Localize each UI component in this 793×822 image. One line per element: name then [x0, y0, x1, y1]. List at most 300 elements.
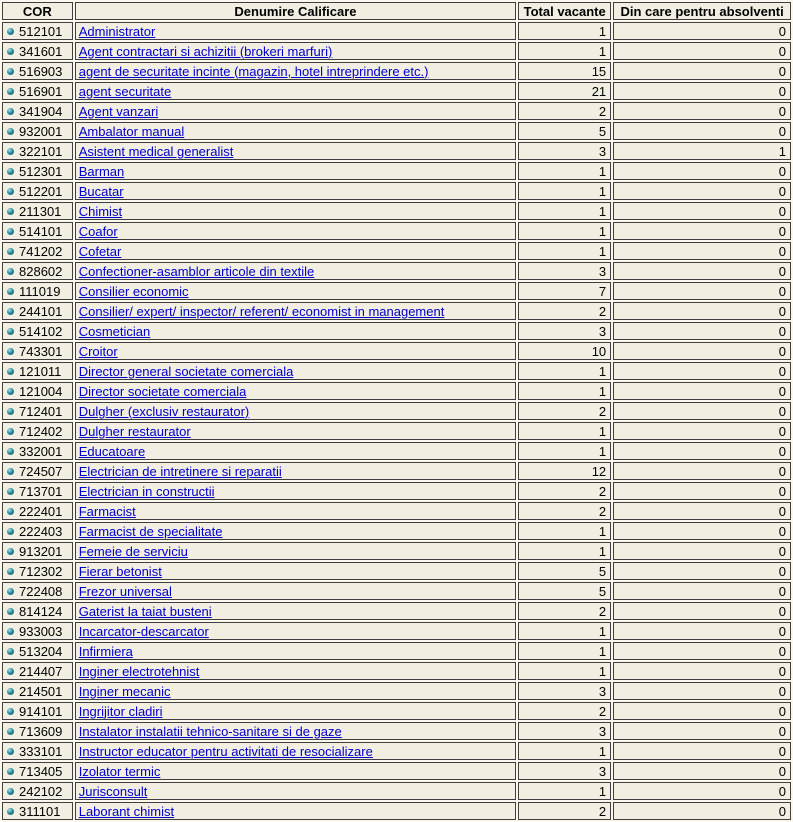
bullet-sphere-icon: [7, 68, 14, 75]
graduate-vacancies-value: 0: [613, 42, 791, 60]
bullet-sphere-icon: [7, 368, 14, 375]
cor-code: 222401: [19, 503, 63, 519]
total-vacancies-value: 1: [518, 662, 611, 680]
cor-cell: [2, 742, 73, 760]
cor-code: 311101: [19, 803, 61, 819]
cor-code: 214407: [19, 663, 63, 679]
qualification-link[interactable]: Laborant chimist: [78, 803, 175, 819]
table-row: [2, 762, 791, 780]
table-row: [2, 142, 791, 160]
graduate-vacancies-value: 0: [613, 382, 791, 400]
cor-cell: [2, 502, 73, 520]
qualification-link[interactable]: Instructor educator pentru activitati de resocializare: [78, 743, 373, 759]
cor-code: 242102: [19, 783, 63, 799]
qualification-link[interactable]: Ambalator manual: [78, 123, 185, 139]
bullet-sphere-icon: [7, 428, 14, 435]
qualification-link[interactable]: Confectioner-asamblor articole din textile: [78, 263, 315, 279]
bullet-sphere-icon: [7, 768, 14, 775]
table-row: [2, 242, 791, 260]
bullet-sphere-icon: [7, 608, 14, 615]
qualification-link[interactable]: Barman: [78, 163, 125, 179]
cor-cell: [2, 602, 73, 620]
bullet-sphere-icon: [7, 348, 14, 355]
total-vacancies-value: 3: [518, 682, 611, 700]
cor-code: 244101: [19, 303, 63, 319]
cor-code: 516901: [19, 83, 63, 99]
qualification-cell: [75, 322, 517, 340]
total-vacancies-value: 1: [518, 542, 611, 560]
total-vacancies-value: 3: [518, 322, 611, 340]
qualification-link[interactable]: Croitor: [78, 343, 118, 359]
cor-code: 713405: [19, 763, 63, 779]
graduate-vacancies-value: 0: [613, 462, 791, 480]
qualification-cell: [75, 802, 517, 820]
bullet-sphere-icon: [7, 688, 14, 695]
total-vacancies-value: 5: [518, 122, 611, 140]
qualification-cell: [75, 22, 517, 40]
bullet-sphere-icon: [7, 748, 14, 755]
cor-code: 516903: [19, 63, 63, 79]
table-row: [2, 562, 791, 580]
qualification-cell: [75, 522, 517, 540]
graduate-vacancies-value: 0: [613, 802, 791, 820]
bullet-sphere-icon: [7, 628, 14, 635]
qualification-cell: [75, 222, 517, 240]
table-row: [2, 102, 791, 120]
qualification-link[interactable]: agent securitate: [78, 83, 172, 99]
table-row: [2, 682, 791, 700]
qualification-link[interactable]: Jurisconsult: [78, 783, 148, 799]
graduate-vacancies-value: 0: [613, 442, 791, 460]
graduate-vacancies-value: 0: [613, 62, 791, 80]
total-vacancies-value: 5: [518, 582, 611, 600]
graduate-vacancies-value: 1: [613, 142, 791, 160]
qualification-link[interactable]: Ingrijitor cladiri: [78, 703, 163, 719]
cor-code: 121004: [19, 383, 63, 399]
total-vacancies-value: 2: [518, 502, 611, 520]
cor-cell: [2, 262, 73, 280]
graduate-vacancies-value: 0: [613, 782, 791, 800]
total-vacancies-value: 1: [518, 742, 611, 760]
cor-cell: [2, 222, 73, 240]
table-row: [2, 782, 791, 800]
cor-cell: [2, 782, 73, 800]
bullet-sphere-icon: [7, 388, 14, 395]
cor-code: 712402: [19, 423, 63, 439]
graduate-vacancies-value: 0: [613, 662, 791, 680]
cor-cell: [2, 122, 73, 140]
cor-cell: [2, 242, 73, 260]
qualification-link[interactable]: Gaterist la taiat busteni: [78, 603, 212, 619]
cor-code: 713701: [19, 483, 63, 499]
total-vacancies-value: 1: [518, 522, 611, 540]
table-row: [2, 382, 791, 400]
cor-code: 512101: [19, 23, 63, 39]
qualification-link[interactable]: Consilier economic: [78, 283, 189, 299]
cor-code: 512201: [19, 183, 63, 199]
cor-cell: [2, 462, 73, 480]
header-row: [2, 2, 791, 20]
qualification-link[interactable]: Cofetar: [78, 243, 122, 259]
cor-code: 333101: [19, 743, 63, 759]
bullet-sphere-icon: [7, 308, 14, 315]
graduate-vacancies-value: 0: [613, 642, 791, 660]
graduate-vacancies-value: 0: [613, 482, 791, 500]
graduate-vacancies-value: 0: [613, 702, 791, 720]
qualification-cell: [75, 302, 517, 320]
qualification-cell: [75, 482, 517, 500]
table-row: [2, 642, 791, 660]
qualification-cell: [75, 122, 517, 140]
total-vacancies-value: 2: [518, 602, 611, 620]
qualification-link[interactable]: Incarcator-descarcator: [78, 623, 209, 639]
qualification-cell: [75, 42, 517, 60]
qualification-link[interactable]: Electrician de intretinere si reparatii: [78, 463, 282, 479]
cor-cell: [2, 802, 73, 820]
cor-code: 814124: [19, 603, 63, 619]
qualification-cell: [75, 722, 517, 740]
table-row: [2, 202, 791, 220]
qualification-cell: [75, 82, 517, 100]
graduate-vacancies-value: 0: [613, 242, 791, 260]
column-header-total-vacancies: Total vacante: [518, 2, 611, 20]
qualification-cell: [75, 382, 517, 400]
qualification-cell: [75, 662, 517, 680]
bullet-sphere-icon: [7, 668, 14, 675]
bullet-sphere-icon: [7, 328, 14, 335]
total-vacancies-value: 1: [518, 442, 611, 460]
cor-cell: [2, 402, 73, 420]
bullet-sphere-icon: [7, 88, 14, 95]
cor-cell: [2, 722, 73, 740]
total-vacancies-value: 1: [518, 42, 611, 60]
graduate-vacancies-value: 0: [613, 342, 791, 360]
cor-cell: [2, 482, 73, 500]
qualification-link[interactable]: Bucatar: [78, 183, 124, 199]
cor-cell: [2, 562, 73, 580]
bullet-sphere-icon: [7, 528, 14, 535]
qualification-link[interactable]: agent de securitate incinte (magazin, hotel intreprindere etc.): [78, 63, 429, 79]
table-row: [2, 402, 791, 420]
graduate-vacancies-value: 0: [613, 302, 791, 320]
cor-code: 341904: [19, 103, 63, 119]
column-header-graduate-vacancies: Din care pentru absolventi: [613, 2, 791, 20]
bullet-sphere-icon: [7, 268, 14, 275]
total-vacancies-value: 2: [518, 702, 611, 720]
bullet-sphere-icon: [7, 228, 14, 235]
table-row: [2, 522, 791, 540]
table-row: [2, 362, 791, 380]
cor-cell: [2, 382, 73, 400]
total-vacancies-value: 1: [518, 22, 611, 40]
table-row: [2, 222, 791, 240]
total-vacancies-value: 1: [518, 202, 611, 220]
cor-code: 713609: [19, 723, 63, 739]
cor-code: 914101: [19, 703, 63, 719]
cor-code: 932001: [19, 123, 63, 139]
qualification-cell: [75, 742, 517, 760]
graduate-vacancies-value: 0: [613, 22, 791, 40]
qualification-link[interactable]: Electrician in constructii: [78, 483, 215, 499]
qualification-cell: [75, 282, 517, 300]
table-row: [2, 742, 791, 760]
cor-code: 913201: [19, 543, 63, 559]
total-vacancies-value: 1: [518, 382, 611, 400]
total-vacancies-value: 7: [518, 282, 611, 300]
qualification-link[interactable]: Director general societate comerciala: [78, 363, 294, 379]
qualification-link[interactable]: Instalator instalatii tehnico-sanitare si de gaze: [78, 723, 342, 739]
graduate-vacancies-value: 0: [613, 102, 791, 120]
bullet-sphere-icon: [7, 208, 14, 215]
bullet-sphere-icon: [7, 788, 14, 795]
table-row: [2, 622, 791, 640]
table-row: [2, 602, 791, 620]
table-row: [2, 422, 791, 440]
bullet-sphere-icon: [7, 188, 14, 195]
table-row: [2, 22, 791, 40]
qualification-cell: [75, 202, 517, 220]
graduate-vacancies-value: 0: [613, 422, 791, 440]
qualification-cell: [75, 422, 517, 440]
table-body: [2, 22, 791, 820]
bullet-sphere-icon: [7, 808, 14, 815]
bullet-sphere-icon: [7, 548, 14, 555]
cor-code: 712401: [19, 403, 63, 419]
qualification-link[interactable]: Educatoare: [78, 443, 146, 459]
total-vacancies-value: 1: [518, 162, 611, 180]
total-vacancies-value: 1: [518, 642, 611, 660]
qualification-cell: [75, 602, 517, 620]
graduate-vacancies-value: 0: [613, 82, 791, 100]
table-row: [2, 662, 791, 680]
qualification-cell: [75, 682, 517, 700]
bullet-sphere-icon: [7, 168, 14, 175]
total-vacancies-value: 10: [518, 342, 611, 360]
qualification-cell: [75, 502, 517, 520]
graduate-vacancies-value: 0: [613, 322, 791, 340]
total-vacancies-value: 3: [518, 142, 611, 160]
qualification-cell: [75, 262, 517, 280]
total-vacancies-value: 2: [518, 302, 611, 320]
qualification-link[interactable]: Izolator termic: [78, 763, 161, 779]
table-row: [2, 342, 791, 360]
table-row: [2, 322, 791, 340]
bullet-sphere-icon: [7, 508, 14, 515]
table-row: [2, 302, 791, 320]
total-vacancies-value: 3: [518, 762, 611, 780]
graduate-vacancies-value: 0: [613, 202, 791, 220]
cor-code: 741202: [19, 243, 63, 259]
qualification-cell: [75, 702, 517, 720]
cor-code: 341601: [19, 43, 63, 59]
total-vacancies-value: 3: [518, 722, 611, 740]
total-vacancies-value: 2: [518, 482, 611, 500]
graduate-vacancies-value: 0: [613, 542, 791, 560]
table-row: [2, 282, 791, 300]
bullet-sphere-icon: [7, 468, 14, 475]
bullet-sphere-icon: [7, 708, 14, 715]
qualification-link[interactable]: Consilier/ expert/ inspector/ referent/ economist in management: [78, 303, 445, 319]
total-vacancies-value: 1: [518, 422, 611, 440]
qualification-link[interactable]: Agent contractari si achizitii (brokeri marfuri): [78, 43, 333, 59]
table-row: [2, 162, 791, 180]
graduate-vacancies-value: 0: [613, 622, 791, 640]
qualification-link[interactable]: Dulgher restaurator: [78, 423, 191, 439]
qualification-link[interactable]: Administrator: [78, 23, 156, 39]
table-row: [2, 502, 791, 520]
graduate-vacancies-value: 0: [613, 182, 791, 200]
bullet-sphere-icon: [7, 448, 14, 455]
bullet-sphere-icon: [7, 568, 14, 575]
graduate-vacancies-value: 0: [613, 122, 791, 140]
graduate-vacancies-value: 0: [613, 722, 791, 740]
bullet-sphere-icon: [7, 588, 14, 595]
qualification-cell: [75, 562, 517, 580]
cor-code: 933003: [19, 623, 63, 639]
column-header-qualification: Denumire Calificare: [75, 2, 517, 20]
cor-cell: [2, 182, 73, 200]
total-vacancies-value: 2: [518, 102, 611, 120]
table-row: [2, 62, 791, 80]
cor-cell: [2, 202, 73, 220]
qualification-cell: [75, 162, 517, 180]
table-row: [2, 542, 791, 560]
cor-cell: [2, 162, 73, 180]
total-vacancies-value: 1: [518, 222, 611, 240]
table-row: [2, 262, 791, 280]
total-vacancies-value: 15: [518, 62, 611, 80]
cor-cell: [2, 362, 73, 380]
graduate-vacancies-value: 0: [613, 602, 791, 620]
cor-code: 722408: [19, 583, 63, 599]
qualification-cell: [75, 442, 517, 460]
cor-cell: [2, 62, 73, 80]
qualification-cell: [75, 62, 517, 80]
qualification-cell: [75, 102, 517, 120]
cor-cell: [2, 142, 73, 160]
table-row: [2, 82, 791, 100]
bullet-sphere-icon: [7, 248, 14, 255]
qualification-link[interactable]: Farmacist de specialitate: [78, 523, 223, 539]
column-header-cor: COR: [2, 2, 73, 20]
graduate-vacancies-value: 0: [613, 502, 791, 520]
graduate-vacancies-value: 0: [613, 762, 791, 780]
graduate-vacancies-value: 0: [613, 522, 791, 540]
table-header: [2, 2, 791, 20]
bullet-sphere-icon: [7, 728, 14, 735]
graduate-vacancies-value: 0: [613, 682, 791, 700]
bullet-sphere-icon: [7, 148, 14, 155]
cor-code: 121011: [19, 363, 62, 379]
table-row: [2, 722, 791, 740]
graduate-vacancies-value: 0: [613, 582, 791, 600]
cor-code: 514102: [19, 323, 63, 339]
cor-cell: [2, 582, 73, 600]
total-vacancies-value: 5: [518, 562, 611, 580]
total-vacancies-value: 21: [518, 82, 611, 100]
cor-code: 332001: [19, 443, 63, 459]
cor-code: 211301: [19, 203, 62, 219]
cor-cell: [2, 102, 73, 120]
qualification-link[interactable]: Femeie de serviciu: [78, 543, 188, 559]
qualification-link[interactable]: Fierar betonist: [78, 563, 162, 579]
cor-cell: [2, 22, 73, 40]
cor-code: 724507: [19, 463, 63, 479]
cor-cell: [2, 622, 73, 640]
bullet-sphere-icon: [7, 408, 14, 415]
bullet-sphere-icon: [7, 128, 14, 135]
cor-cell: [2, 82, 73, 100]
qualification-link[interactable]: Chimist: [78, 203, 123, 219]
cor-cell: [2, 322, 73, 340]
qualification-link[interactable]: Inginer electrotehnist: [78, 663, 200, 679]
graduate-vacancies-value: 0: [613, 162, 791, 180]
cor-cell: [2, 642, 73, 660]
table-row: [2, 442, 791, 460]
qualification-cell: [75, 142, 517, 160]
cor-cell: [2, 522, 73, 540]
total-vacancies-value: 1: [518, 782, 611, 800]
total-vacancies-value: 1: [518, 362, 611, 380]
cor-code: 513204: [19, 643, 63, 659]
table-row: [2, 702, 791, 720]
table-row: [2, 42, 791, 60]
qualification-link[interactable]: Dulgher (exclusiv restaurator): [78, 403, 250, 419]
qualification-link[interactable]: Inginer mecanic: [78, 683, 171, 699]
cor-cell: [2, 542, 73, 560]
cor-code: 514101: [19, 223, 63, 239]
table-row: [2, 462, 791, 480]
cor-code: 214501: [19, 683, 63, 699]
bullet-sphere-icon: [7, 28, 14, 35]
cor-cell: [2, 702, 73, 720]
cor-code: 222403: [19, 523, 63, 539]
cor-cell: [2, 662, 73, 680]
table-row: [2, 182, 791, 200]
qualification-link[interactable]: Frezor universal: [78, 583, 172, 599]
qualification-link[interactable]: Farmacist: [78, 503, 136, 519]
cor-code: 512301: [19, 163, 63, 179]
cor-cell: [2, 282, 73, 300]
graduate-vacancies-value: 0: [613, 222, 791, 240]
cor-code: 828602: [19, 263, 63, 279]
cor-cell: [2, 682, 73, 700]
cor-code: 322101: [19, 143, 63, 159]
table-row: [2, 582, 791, 600]
qualification-cell: [75, 622, 517, 640]
total-vacancies-value: 1: [518, 182, 611, 200]
cor-cell: [2, 442, 73, 460]
qualification-cell: [75, 642, 517, 660]
qualification-cell: [75, 242, 517, 260]
graduate-vacancies-value: 0: [613, 262, 791, 280]
qualification-cell: [75, 362, 517, 380]
qualification-link[interactable]: Cosmetician: [78, 323, 151, 339]
cor-cell: [2, 342, 73, 360]
qualification-link[interactable]: Agent vanzari: [78, 103, 159, 119]
qualification-link[interactable]: Coafor: [78, 223, 118, 239]
cor-code: 712302: [19, 563, 63, 579]
qualification-cell: [75, 762, 517, 780]
table-row: [2, 802, 791, 820]
qualification-cell: [75, 462, 517, 480]
qualification-link[interactable]: Director societate comerciala: [78, 383, 247, 399]
qualification-link[interactable]: Asistent medical generalist: [78, 143, 234, 159]
graduate-vacancies-value: 0: [613, 282, 791, 300]
qualification-link[interactable]: Infirmiera: [78, 643, 133, 659]
qualification-cell: [75, 342, 517, 360]
qualification-cell: [75, 182, 517, 200]
